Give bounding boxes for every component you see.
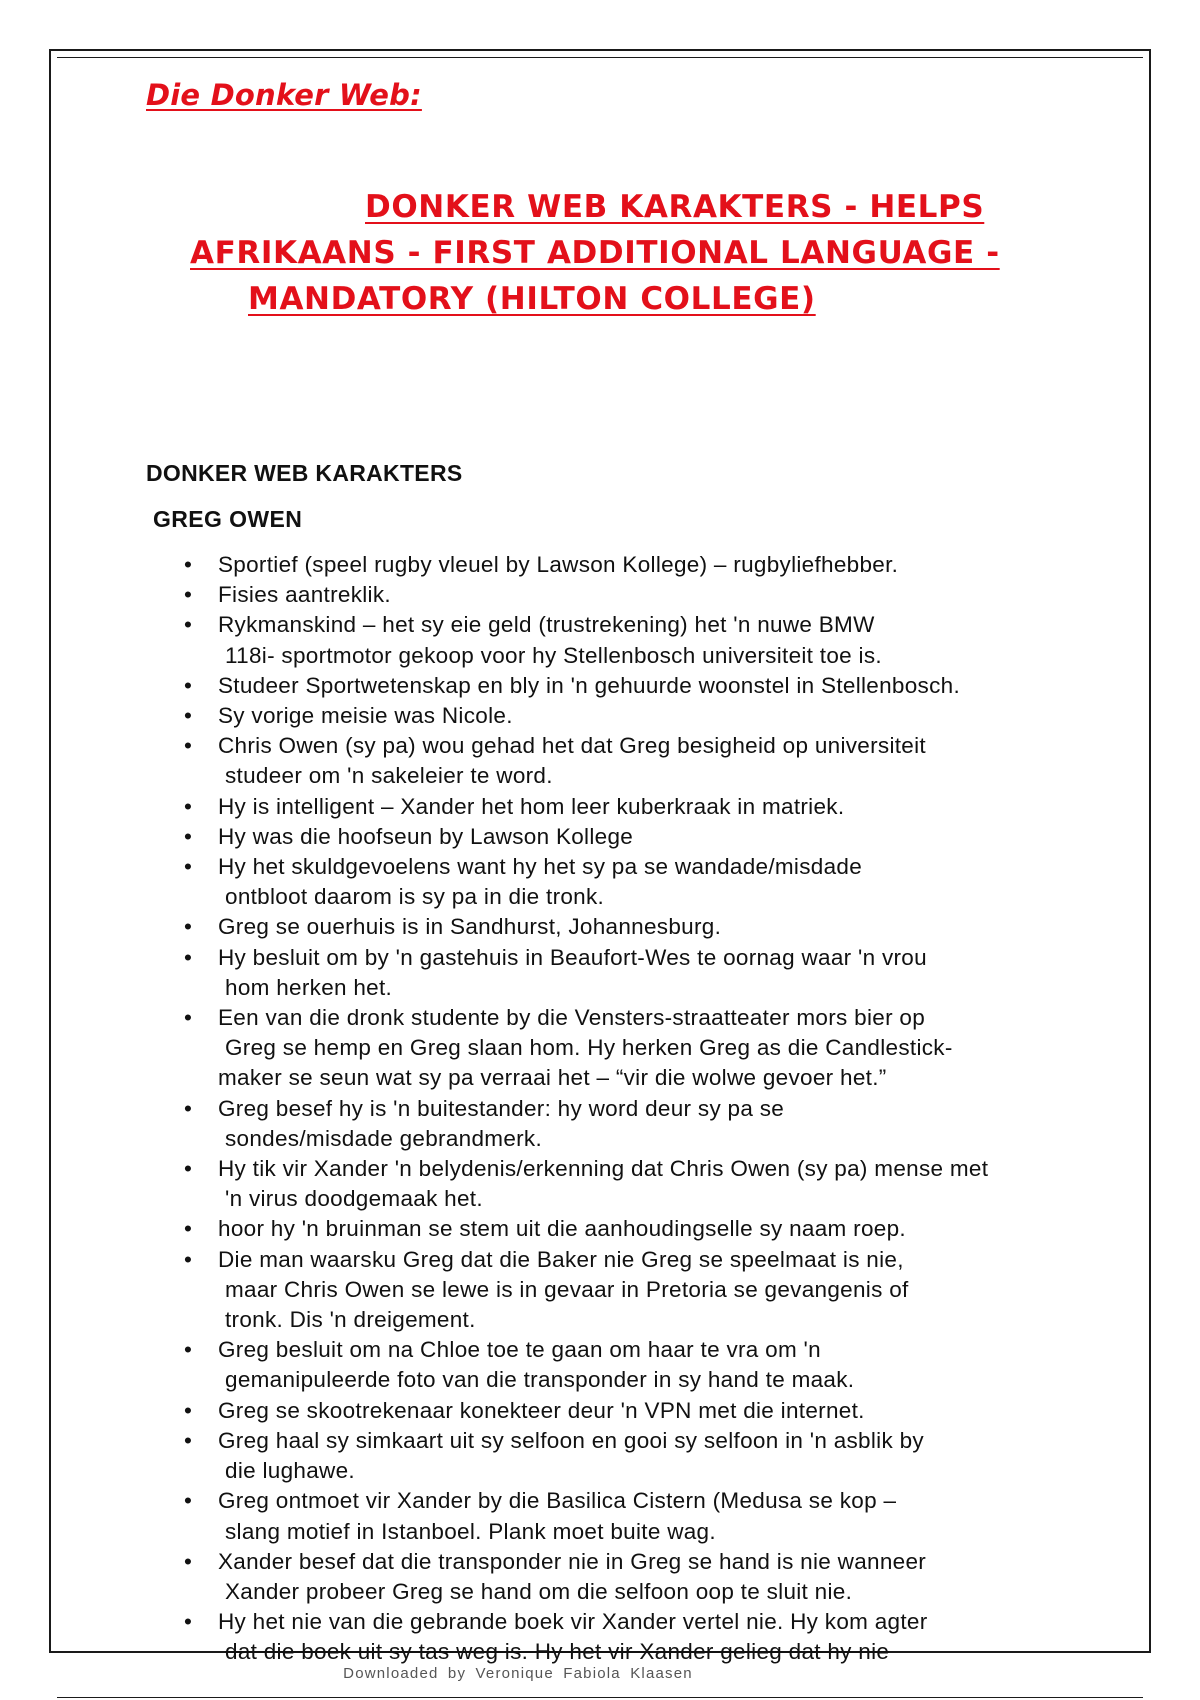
bullet-line: Greg se skootrekenaar konekteer deur 'n VPN met die internet. <box>218 1397 865 1423</box>
bullet-line: Xander besef dat die transponder nie in Greg se hand is nie wanneer <box>218 1548 927 1574</box>
bullet-item <box>180 1486 1062 1546</box>
bullet-dot-icon: • <box>184 914 193 940</box>
bullet-line: Greg haal sy simkaart uit sy selfoon en gooi sy selfoon in 'n asblik by <box>218 1427 924 1453</box>
bullet-line: gemanipuleerde foto van die transponder in sy hand te maak. <box>225 1367 855 1393</box>
bullet-line: Hy tik vir Xander 'n belydenis/erkenning dat Chris Owen (sy pa) mense met <box>218 1156 989 1182</box>
bullet-item <box>180 1003 1062 1094</box>
bullet-dot-icon: • <box>184 1609 193 1635</box>
bullet-line: dat die boek uit sy tas weg is. Hy het vir Xander gelieg dat hy nie <box>225 1639 890 1665</box>
bullet-line: 118i- sportmotor gekoop voor hy Stellenbosch universiteit toe is. <box>225 642 882 668</box>
bullet-line: Greg se hemp en Greg slaan hom. Hy herken Greg as die Candlestick- <box>225 1035 953 1061</box>
bullet-dot-icon: • <box>184 793 193 819</box>
bullet-item <box>180 852 1062 912</box>
bullet-line: die lughawe. <box>225 1458 355 1484</box>
bullet-dot-icon: • <box>184 1488 193 1514</box>
bullet-dot-icon: • <box>184 1548 193 1574</box>
bullet-dot-icon: • <box>184 1427 193 1453</box>
bullet-line: Die man waarsku Greg dat die Baker nie Greg se speelmaat is nie, <box>218 1246 904 1272</box>
bullet-item <box>180 671 1062 701</box>
bullet-line: maar Chris Owen se lewe is in gevaar in Pretoria se gevangenis of <box>225 1276 909 1302</box>
bullet-dot-icon: • <box>184 582 193 608</box>
bullet-line: hom herken het. <box>225 974 393 1000</box>
bullet-line: Studeer Sportwetenskap en bly in 'n gehuurde woonstel in Stellenbosch. <box>218 672 961 698</box>
bullet-line: hoor hy 'n bruinman se stem uit die aanhoudingselle sy naam roep. <box>218 1216 906 1242</box>
frame-top-rule <box>57 57 1143 58</box>
bullet-item <box>180 912 1062 942</box>
heading-line-1: DONKER WEB KARAKTERS - HELPS <box>365 189 985 225</box>
bullet-item <box>180 822 1062 852</box>
bullet-line: ontbloot daarom is sy pa in die tronk. <box>225 884 605 910</box>
bullet-line: studeer om 'n sakeleier te word. <box>225 763 553 789</box>
bullet-line: Greg besef hy is 'n buitestander: hy word deur sy pa se <box>218 1095 785 1121</box>
bullet-line: Sportief (speel rugby vleuel by Lawson Kollege) – rugbyliefhebber. <box>218 552 899 577</box>
bullet-item <box>180 1214 1062 1244</box>
bullet-dot-icon: • <box>184 733 193 759</box>
bullet-dot-icon: • <box>184 944 193 970</box>
bullet-item <box>180 1094 1062 1154</box>
bullet-line: Hy besluit om by 'n gastehuis in Beaufort-Wes te oornag waar 'n vrou <box>218 944 927 970</box>
character-name: GREG OWEN <box>153 506 303 532</box>
bullet-line: Een van die dronk studente by die Vensters-straatteater mors bier op <box>218 1005 926 1031</box>
bullet-item <box>180 943 1062 1003</box>
bullet-line: Greg se ouerhuis is in Sandhurst, Johannesburg. <box>218 914 722 940</box>
bullet-dot-icon: • <box>184 823 193 849</box>
bullet-item <box>180 792 1062 822</box>
bullet-line: sondes/misdade gebrandmerk. <box>225 1125 543 1151</box>
character-bullet-list <box>180 550 1062 1667</box>
bullet-line: Greg ontmoet vir Xander by die Basilica Cistern (Medusa se kop – <box>218 1488 897 1514</box>
bullet-dot-icon: • <box>184 1216 193 1242</box>
bullet-dot-icon: • <box>184 854 193 880</box>
bullet-item <box>180 701 1062 731</box>
bullet-dot-icon: • <box>184 703 193 729</box>
bullet-item <box>180 1245 1062 1336</box>
bullet-line: maker se seun wat sy pa verraai het – “vir die wolwe gevoer het.” <box>218 1065 887 1091</box>
bullet-dot-icon: • <box>184 1337 193 1363</box>
document-title: Die Donker Web: <box>146 78 422 112</box>
bullet-line: Hy het nie van die gebrande boek vir Xander vertel nie. Hy kom agter <box>218 1609 928 1635</box>
heading-line-2: AFRIKAANS - FIRST ADDITIONAL LANGUAGE - <box>190 235 1000 271</box>
bullet-dot-icon: • <box>184 552 193 577</box>
bullet-line: Xander probeer Greg se hand om die selfoon oop te sluit nie. <box>225 1578 853 1604</box>
bullet-line: Hy het skuldgevoelens want hy het sy pa se wandade/misdade <box>218 854 863 880</box>
bullet-item <box>180 550 1062 580</box>
bullet-line: Hy is intelligent – Xander het hom leer kuberkraak in matriek. <box>218 793 845 819</box>
bullet-item <box>180 1426 1062 1486</box>
bullet-item <box>180 1396 1062 1426</box>
bullet-line: Chris Owen (sy pa) wou gehad het dat Greg besigheid op universiteit <box>218 733 926 759</box>
bullet-line: tronk. Dis 'n dreigement. <box>225 1307 476 1333</box>
bullet-dot-icon: • <box>184 1156 193 1182</box>
download-credit: Downloaded by Veronique Fabiola Klaasen <box>343 1665 693 1682</box>
bullet-item <box>180 1154 1062 1214</box>
bullet-item <box>180 731 1062 791</box>
bullet-line: slang motief in Istanboel. Plank moet buite wag. <box>225 1518 716 1544</box>
bullet-item <box>180 1335 1062 1395</box>
bullet-line: Greg besluit om na Chloe toe te gaan om haar te vra om 'n <box>218 1337 821 1363</box>
bullet-item <box>180 610 1062 670</box>
bullet-line: Rykmanskind – het sy eie geld (trustrekening) het 'n nuwe BMW <box>218 612 875 638</box>
bullet-dot-icon: • <box>184 1005 193 1031</box>
heading-line-3: MANDATORY (HILTON COLLEGE) <box>248 281 816 317</box>
bullet-dot-icon: • <box>184 672 193 698</box>
bullet-item <box>180 580 1062 610</box>
bullet-line: Sy vorige meisie was Nicole. <box>218 703 513 729</box>
bullet-dot-icon: • <box>184 612 193 638</box>
main-heading <box>150 184 1050 322</box>
bottom-rule <box>57 1697 1143 1698</box>
bullet-line: Hy was die hoofseun by Lawson Kollege <box>218 823 634 849</box>
bullet-dot-icon: • <box>184 1095 193 1121</box>
bullet-dot-icon: • <box>184 1397 193 1423</box>
bullet-item <box>180 1547 1062 1607</box>
bullet-line: Fisies aantreklik. <box>218 582 391 608</box>
bullet-line: 'n virus doodgemaak het. <box>225 1186 483 1212</box>
bullet-dot-icon: • <box>184 1246 193 1272</box>
section-title: DONKER WEB KARAKTERS <box>146 460 463 486</box>
bullet-item <box>180 1607 1062 1667</box>
